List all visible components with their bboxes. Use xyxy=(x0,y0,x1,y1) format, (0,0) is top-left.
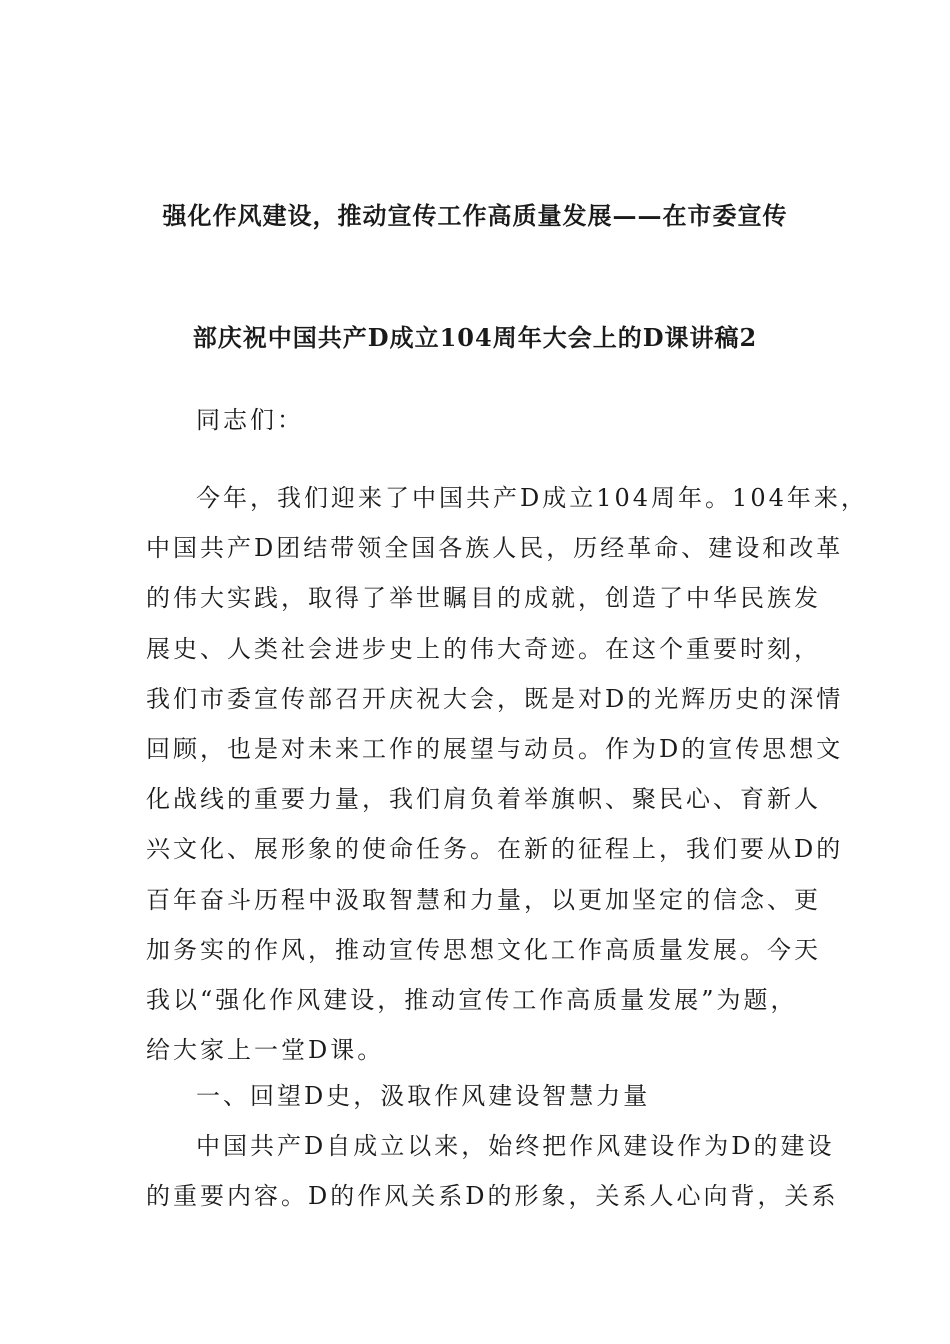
paragraph-line: 今年，我们迎来了中国共产D成立104周年。104年来， xyxy=(196,484,868,512)
paragraph-line: 加务实的作风，推动宣传思想文化工作高质量发展。今天 xyxy=(146,935,821,964)
paragraph-line: 化战线的重要力量，我们肩负着举旗帜、聚民心、育新人 xyxy=(146,785,821,814)
paragraph-line: 百年奋斗历程中汲取智慧和力量，以更加坚定的信念、更 xyxy=(146,885,821,914)
document-title-line-1: 强化作风建设，推动宣传工作高质量发展——在市委宣传 xyxy=(162,201,788,230)
greeting: 同志们： xyxy=(196,406,304,434)
paragraph-2 xyxy=(146,1130,839,1230)
paragraph-line: 给大家上一堂D课。 xyxy=(146,1036,385,1065)
paragraph-line: 我以“强化作风建设，推动宣传工作高质量发展”为题， xyxy=(146,985,798,1014)
paragraph-line: 兴文化、展形象的使命任务。在新的征程上，我们要从D的 xyxy=(146,835,844,864)
paragraph-line: 的伟大实践，取得了举世瞩目的成就，创造了中华民族发 xyxy=(146,584,821,613)
paragraph-line: 的重要内容。D的作风关系D的形象，关系人心向背，关系 xyxy=(146,1182,839,1211)
paragraph-line: 展史、人类社会进步史上的伟大奇迹。在这个重要时刻， xyxy=(146,634,821,663)
paragraph-line: 回顾，也是对未来工作的展望与动员。作为D的宣传思想文 xyxy=(146,734,844,763)
paragraph-line: 中国共产D自成立以来，始终把作风建设作为D的建设 xyxy=(196,1132,835,1160)
paragraph-line: 中国共产D团结带领全国各族人民，历经革命、建设和改革 xyxy=(146,534,844,563)
section-heading-1: 一、回望D史，汲取作风建设智慧力量 xyxy=(196,1082,651,1110)
paragraph-line: 我们市委宣传部召开庆祝大会，既是对D的光辉历史的深情 xyxy=(146,684,844,713)
paragraph-1 xyxy=(146,482,868,1084)
document-title-line-2: 部庆祝中国共产D成立104周年大会上的D课讲稿2 xyxy=(192,323,758,352)
